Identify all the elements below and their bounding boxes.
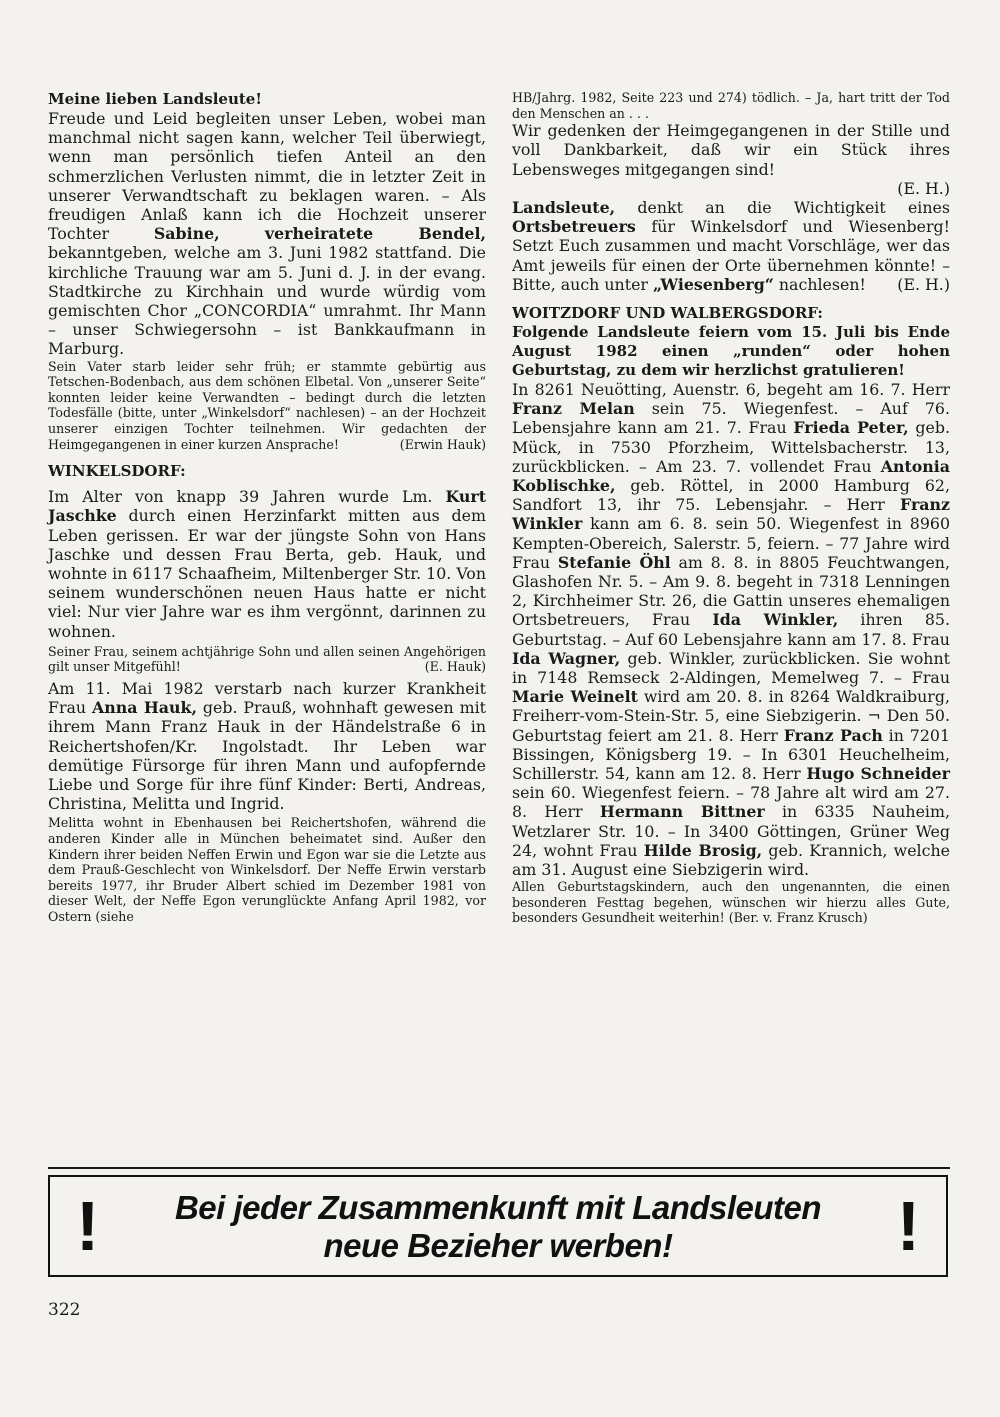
text-span: in 7201 Bissingen, Königsberg 19. – In 6301 Heuchelheim, Schillerstr. 54, kann am 12. 8. Herr [512,725,950,784]
name-bold: Marie Weinelt [512,687,638,707]
paragraph-father [48,359,486,453]
name-bold: Frieda Peter, [793,418,909,438]
banner-line: neue Bezieher werben! [323,1227,673,1264]
name-bold: Franz Melan [512,399,635,419]
text-span: bekanntgeben, welche am 3. Juni 1982 stattfand. Die kirchliche Trauung war am 5. Juni d. J. in der evang. Stadtkirche zu Kirchhain und wurde würdig vom gemischten Chor „CONCORDIA“ umrahmt. Ihr Mann – unser Schwiegersohn – ist Bankkaufmann in Marburg. [48,243,486,359]
text-span: am 8. 8. in 8805 Feuchtwangen, Glashofen Nr. 5. – Am 9. 8. begeht in 7318 Lenningen 2, Kirchheimer Str. 26, die Gattin unseres ehemaligen Ortsbetreuers, Frau [512,552,950,630]
text-span: wird am 20. 8. in 8264 Waldkraiburg, Freiherr-vom-Stein-Str. 5, eine Siebzigerin. ¬ Den 50. Geburtstag feiert am 21. 8. Herr [512,687,950,745]
paragraph-melitta: Melitta wohnt in Ebenhausen bei Reichertshofen, während die anderen Kinder alle in München beheimatet sind. Außer den Kindern ihrer beiden Neffen Erwin und Egon war sie die Letzte aus dem Prauß-Geschlecht von Winkelsdorf. Der Neffe Erwin verstarb bereits 1977, ihr Bruder Albert schied im Dezember 1981 von dieser Welt, der Neffe Egon verunglückte Anfang April 1982, vor Ostern (siehe [48,815,486,924]
bold-span: „Wiesenberg“ [653,274,774,294]
advert-banner [48,1175,948,1277]
text-span: kann am 6. 8. sein 50. Wiegenfest in 8960 Kempten-Obereich, Salerstr. 5, feiern. – 77 Jahre wird Frau [512,514,950,572]
right-column [512,90,950,926]
paragraph-jaschke [48,487,486,641]
name-bold: Hilde Brosig, [643,840,763,860]
text-span: geb. Mück, in 7530 Pforzheim, Wittelsbacherstr. 13, zurückblicken. – Am 23. 7. vollendet Frau [512,418,950,476]
text-span: denkt an die Wichtigkeit eines [615,198,950,217]
text-span: nachlesen! [773,274,866,294]
text-span: sein 60. Wiegenfest feiern. – 78 Jahre alt wird am 27. 8. Herr [512,783,950,822]
name-bold: Hermann Bittner [599,802,765,822]
text-span: Wir gedenken der Heimgegangenen in der Stille und voll Dankbarkeit, daß wir ein Stück ihres Lebensweges mitgegangen sind! [512,121,950,179]
paragraph-anna-hauk [48,679,486,813]
bold-span: Ortsbetreuers [512,217,636,237]
name-bold: Anna Hauk, [92,698,197,718]
name-bold: Ida Winkler, [712,610,839,630]
name-bold: Franz Winkler [512,495,950,534]
paragraph-ortsbetreuer [512,198,950,294]
name-bold: Franz Pach [783,725,883,745]
text-span: in 6335 Nauheim, Wetzlarer Str. 10. – In 3400 Göttingen, Grüner Weg 24, wohnt Frau [512,802,950,860]
name-bold: Stefanie Öhl [557,552,671,572]
greeting-heading: Meine lieben Landsleute! [48,90,262,108]
name-bold: Kurt Jaschke [48,487,486,526]
paragraph-wedding [48,109,486,359]
bold-span: Landsleute, [512,198,616,217]
text-span: für Winkelsdorf und Wiesenberg! Setzt Euch zusammen und macht Vorschläge, wer das Amt jeweils für einen der Orte übernehmen könnte! – Bitte, auch unter [512,217,950,294]
name-bold: Hugo Schneider [806,764,950,784]
text-span: geb. Röttel, in 2000 Hamburg 62, Sandfort 13, ihr 75. Lebensjahr. – Herr [512,476,950,515]
paragraph-condolence [48,644,486,675]
signature: (E. H.) [897,178,950,198]
signature: (E. H.) [897,274,950,294]
text-span: geb. Winkler, zurückblicken. Sie wohnt in 7148 Remseck 2-Aldingen, Memelweg 7. – Frau [512,648,950,688]
text-span: Sein Vater starb leider sehr früh; er stammte gebürtig aus Tetschen-Bodenbach, aus dem schönen Elbetal. Von „unserer Seite“ konnten leider keine Verwandten – bedingt durch die letzten Todesfälle (bitte, unter „Winkelsdorf“ nachlesen) – an der Hochzeit unserer einzigen Tochter teilnehmen. Wir gedachten der Heimgegangenen in einer kurzen Ansprache! [48,358,486,452]
name-bold: Antonia Koblischke, [512,456,950,496]
section-heading-winkelsdorf: WINKELSDORF: [48,462,186,481]
paragraph-closing: Allen Geburtstagskindern, auch den ungenannten, die einen besonderen Festtag begehen, wünschen wir hierzu alles Gute, besonders Gesundheit weiterhin! (Ber. v. Franz Krusch) [512,879,950,926]
name-bold: Sabine, verheiratete Bendel, [153,224,486,244]
text-span: In 8261 Neuötting, Auenstr. 6, begeht am 16. 7. Herr [512,380,950,400]
text-span: Am 11. Mai 1982 verstarb nach kurzer Krankheit Frau [48,679,486,718]
text-span: Seiner Frau, seinem achtjährige Sohn und allen seinen Angehörigen gilt unser Mitgefühl! [48,643,486,675]
text-span: geb. Krannich, welche am 31. August eine Siebzigerin wird. [512,840,950,880]
text-span: Im Alter von knapp 39 Jahren wurde Lm. [48,487,446,507]
signature: (Erwin Hauk) [399,436,486,452]
left-column [48,90,486,925]
banner-text [130,1189,866,1265]
text-span: sein 75. Wiegenfest. – Auf 76. Lebensjahre kann am 21. 7. Frau [512,399,950,438]
text-span: geb. Prauß, wohnhaft gewesen mit ihrem Mann Franz Hauk in der Händelstraße 6 in Reichertshofen/Kr. Ingolstadt. Ihr Leben war demütige Fürsorge für ihren Mann und aufopfernde Liebe und Sorge für ihre fünf Kinder: Berti, Andreas, Christina, Melitta und Ingrid. [48,698,486,814]
name-bold: Ida Wagner, [512,648,621,668]
birthday-subheading: Folgende Landsleute feiern vom 15. Juli bis Ende August 1982 einen „runden“ oder hohen Geburtstag, zu dem wir herzlichst gratulieren! [512,323,950,380]
exclamation-icon: ! [896,1187,920,1265]
paragraph-continuation: HB/Jahrg. 1982, Seite 223 und 274) tödlich. – Ja, hart tritt der Tod den Menschen an . . . [512,90,950,121]
text-span: durch einen Herzinfarkt mitten aus dem Leben gerissen. Er war der jüngste Sohn von Hans Jaschke und dessen Frau Berta, geb. Hauk, und wohnte in 6117 Schaafheim, Miltenberger Str. 10. Von seinem wunderschönen neuen Haus hatte er nicht viel: Nur vier Jahre war es ihm vergönnt, darinnen zu wohnen. [48,506,486,641]
signature: (E. Hauk) [424,659,486,675]
section-heading-woitzdorf: WOITZDORF UND WALBERGSDORF: [512,304,823,323]
horizontal-rule [48,1167,950,1169]
paragraph-remembrance [512,121,950,198]
page-number: 322 [48,1300,81,1320]
exclamation-icon: ! [76,1187,100,1265]
text-span: ihren 85. Geburtstag. – Auf 60 Lebensjahre kann am 17. 8. Frau [512,610,951,649]
banner-line: Bei jeder Zusammenkunft mit Landsleuten [174,1189,822,1226]
text-span: Freude und Leid begleiten unser Leben, wobei man manchmal nicht sagen kann, welcher Teil überwiegt, wenn man persönlich tiefen Anteil an den schmerzlichen Verlusten nimmt, die in letzter Zeit in unserer Verwandtschaft zu beklagen waren. – Als freudigen Anlaß kann ich die Hochzeit unserer Tochter [48,109,486,244]
paragraph-birthdays [512,380,950,879]
